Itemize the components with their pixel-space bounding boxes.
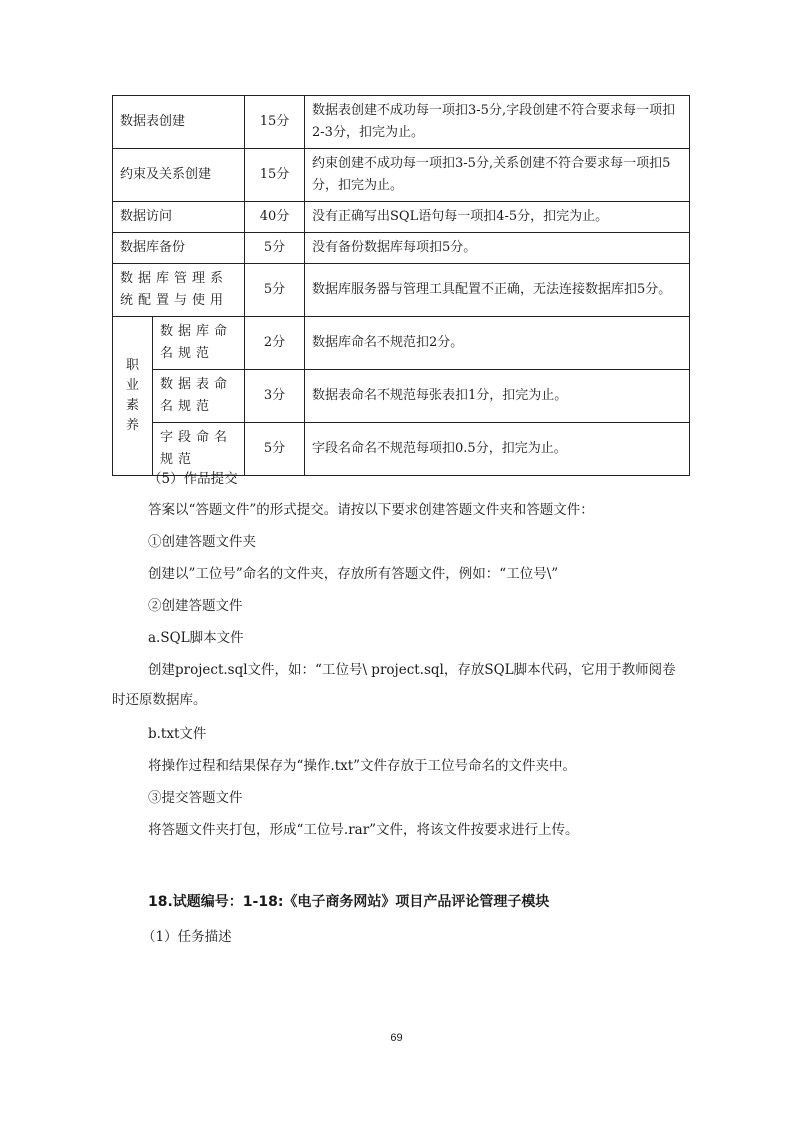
item-cell: 数据库备份	[113, 233, 245, 264]
desc-cell: 数据表命名不规范每张表扣1分，扣完为止。	[305, 370, 690, 423]
page-number: 69	[390, 1032, 403, 1044]
group-label-char: 业	[125, 378, 139, 393]
score-cell: 5分	[245, 233, 305, 264]
section-title: （5）作品提交	[148, 471, 238, 487]
score-cell: 5分	[245, 423, 305, 476]
group-label-cell	[113, 317, 153, 476]
step-title: ①创建答题文件夹	[148, 534, 256, 550]
score-cell: 5分	[245, 264, 305, 317]
paragraph: 将答题文件夹打包，形成“工位号.rar”文件，将该文件按要求进行上传。	[148, 822, 579, 838]
table-row	[113, 202, 690, 233]
step-title: a.SQL脚本文件	[148, 630, 244, 646]
table-row	[113, 96, 690, 149]
group-label-char: 素	[125, 398, 139, 413]
step-title: b.txt文件	[148, 726, 207, 742]
desc-cell: 约束创建不成功每一项扣3-5分,关系创建不符合要求每一项扣5分，扣完为止。	[305, 149, 690, 202]
table-row	[113, 233, 690, 264]
table-row	[113, 149, 690, 202]
paragraph: 将操作过程和结果保存为“操作.txt”文件存放于工位号命名的文件夹中。	[148, 758, 577, 774]
scoring-table	[112, 95, 690, 476]
item-cell: 数据表命名规范	[153, 370, 245, 423]
table-row	[113, 264, 690, 317]
desc-cell: 字段名命名不规范每项扣0.5分，扣完为止。	[305, 423, 690, 476]
paragraph: 答案以“答题文件”的形式提交。请按以下要求创建答题文件夹和答题文件：	[148, 502, 594, 518]
item-cell: 数据访问	[113, 202, 245, 233]
item-cell: 约束及关系创建	[113, 149, 245, 202]
score-cell: 40分	[245, 202, 305, 233]
item-cell: 字段命名规范	[153, 423, 245, 476]
desc-cell: 数据库命名不规范扣2分。	[305, 317, 690, 370]
item-cell: 数据库管理系统配置与使用	[113, 264, 245, 317]
table-row	[113, 317, 690, 370]
score-cell: 15分	[245, 96, 305, 149]
group-label-char: 职	[125, 358, 139, 373]
score-cell: 15分	[245, 149, 305, 202]
paragraph: 创建project.sql文件，如：“工位号\ project.sql，存放SQL脚本代码，它用于教师阅卷时还原数据库。	[112, 662, 676, 708]
section-title: （1）任务描述	[142, 929, 232, 945]
step-title: ③提交答题文件	[148, 790, 243, 806]
desc-cell: 数据库服务器与管理工具配置不正确，无法连接数据库扣5分。	[305, 264, 690, 317]
score-cell: 2分	[245, 317, 305, 370]
step-title: ②创建答题文件	[148, 598, 243, 614]
item-cell: 数据库命名规范	[153, 317, 245, 370]
question-heading: 18.试题编号：1-18:《电子商务网站》项目产品评论管理子模块	[148, 894, 550, 910]
group-label-char: 养	[125, 418, 139, 433]
paragraph: 创建以”工位号”命名的文件夹，存放所有答题文件，例如：“工位号\”	[148, 566, 559, 582]
desc-cell: 没有备份数据库每项扣5分。	[305, 233, 690, 264]
item-cell: 数据表创建	[113, 96, 245, 149]
score-cell: 3分	[245, 370, 305, 423]
desc-cell: 数据表创建不成功每一项扣3-5分,字段创建不符合要求每一项扣2-3分，扣完为止。	[305, 96, 690, 149]
desc-cell: 没有正确写出SQL语句每一项扣4-5分，扣完为止。	[305, 202, 690, 233]
table-row	[113, 370, 690, 423]
